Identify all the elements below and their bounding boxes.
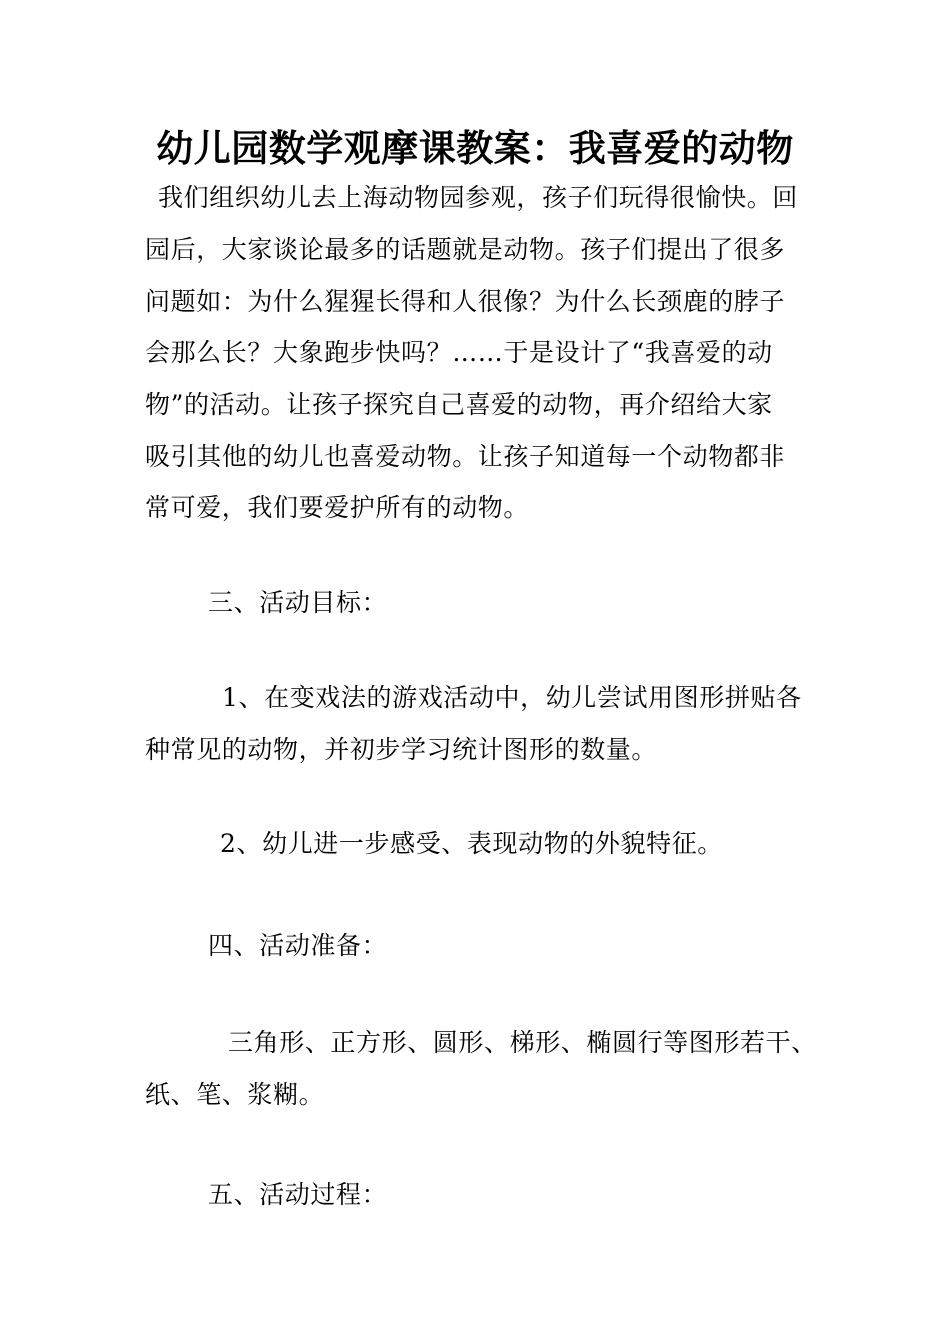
goal-1-line-2: 种常见的动物，并初步学习统计图形的数量。 <box>145 735 658 764</box>
materials-line-2: 纸、笔、浆糊。 <box>145 1080 325 1109</box>
goal-2: 2、幼儿进一步感受、表现动物的外貌特征。 <box>220 829 723 858</box>
intro-line-7: 常可爱，我们要爱护所有的动物。 <box>145 493 530 522</box>
intro-line-4: 会那么长？大象跑步快吗？……于是设计了“我喜爱的动 <box>145 338 773 367</box>
intro-line-6: 吸引其他的幼儿也喜爱动物。让孩子知道每一个动物都非 <box>145 442 786 471</box>
materials-line-1: 三角形、正方形、圆形、梯形、椭圆行等图形若干、 <box>228 1028 817 1057</box>
intro-line-5: 物”的活动。让孩子探究自己喜爱的动物，再介绍给大家 <box>145 390 773 419</box>
section-heading-goals: 三、活动目标： <box>208 588 388 617</box>
section-heading-process: 五、活动过程： <box>208 1180 388 1209</box>
intro-line-2: 园后，大家谈论最多的话题就是动物。孩子们提出了很多 <box>145 235 786 264</box>
document-title: 幼儿园数学观摩课教案：我喜爱的动物 <box>156 127 794 170</box>
intro-line-3: 问题如：为什么猩猩长得和人很像？为什么长颈鹿的脖子 <box>145 287 786 316</box>
section-heading-preparation: 四、活动准备： <box>208 931 388 960</box>
goal-1-line-1: 1、在变戏法的游戏活动中，幼儿尝试用图形拼贴各 <box>222 683 802 712</box>
intro-line-1: 我们组织幼儿去上海动物园参观，孩子们玩得很愉快。回 <box>158 183 799 212</box>
